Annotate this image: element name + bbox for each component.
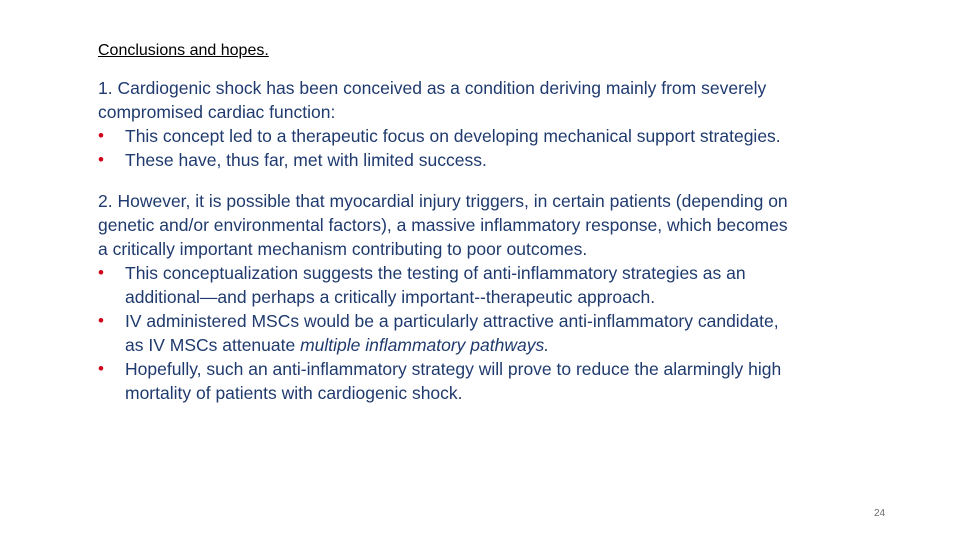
bullet-icon: • bbox=[98, 359, 104, 378]
paragraph-2-bullets bbox=[98, 261, 798, 405]
bullet-icon: • bbox=[98, 150, 104, 169]
bullet-item bbox=[98, 148, 798, 172]
bullet-icon: • bbox=[98, 311, 104, 330]
paragraph-1 bbox=[98, 76, 798, 172]
slide-content bbox=[98, 40, 798, 405]
bullet-text: IV administered MSCs would be a particularly attractive anti-inflammatory candidate, as IV MSCs attenuate bbox=[125, 311, 779, 355]
bullet-emphasis: multiple inflammatory pathways. bbox=[300, 335, 550, 355]
bullet-item bbox=[98, 124, 798, 148]
bullet-icon: • bbox=[98, 263, 104, 282]
page-number: 24 bbox=[874, 508, 886, 519]
bullet-icon: • bbox=[98, 126, 104, 145]
bullet-item bbox=[98, 309, 798, 357]
bullet-item bbox=[98, 357, 798, 405]
bullet-text: These have, thus far, met with limited success. bbox=[125, 150, 487, 170]
bullet-text: This concept led to a therapeutic focus on developing mechanical support strategies. bbox=[125, 126, 781, 146]
paragraph-2-text: 2. However, it is possible that myocardial injury triggers, in certain patients (depending on genetic and/or environmental factors), a massive inflammatory response, which becomes a critically important mechanism contributing to poor outcomes. bbox=[98, 191, 788, 259]
paragraph-1-text: 1. Cardiogenic shock has been conceived as a condition deriving mainly from severely compromised cardiac function: bbox=[98, 78, 767, 122]
paragraph-1-bullets bbox=[98, 124, 798, 172]
bullet-text: Hopefully, such an anti-inflammatory strategy will prove to reduce the alarmingly high mortality of patients with cardiogenic shock. bbox=[125, 359, 782, 403]
paragraph-2 bbox=[98, 189, 798, 405]
bullet-text: This conceptualization suggests the testing of anti-inflammatory strategies as an additional—and perhaps a critically important--therapeutic approach. bbox=[125, 263, 746, 307]
slide-title: Conclusions and hopes. bbox=[98, 42, 269, 59]
bullet-item bbox=[98, 261, 798, 309]
